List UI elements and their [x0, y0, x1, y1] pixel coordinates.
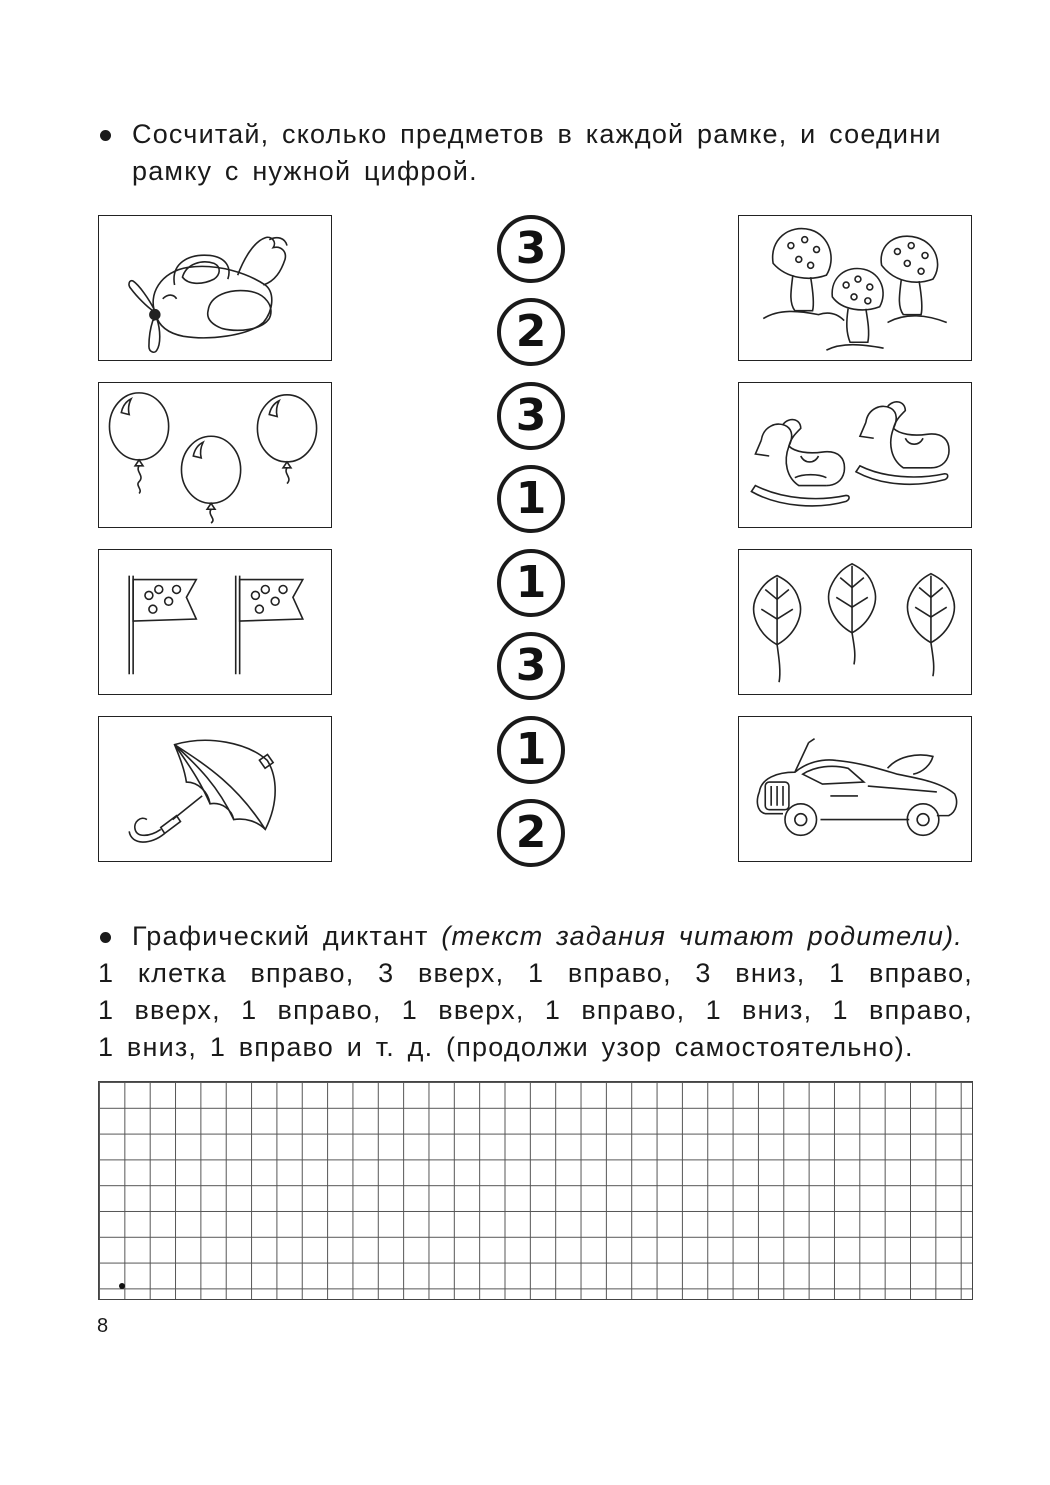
number-circle[interactable]: 2	[497, 298, 565, 366]
right-frame-leaves[interactable]	[738, 549, 972, 695]
task-2-note: (текст задания читают родители).	[441, 921, 963, 951]
number-circle[interactable]: 1	[497, 549, 565, 617]
mushroom-icon	[739, 216, 971, 360]
task-2-title: Графический диктант	[132, 921, 429, 951]
task-1-instruction	[98, 116, 973, 190]
number-circle[interactable]: 3	[497, 215, 565, 283]
task-2-instruction	[98, 918, 973, 1066]
car-icon	[739, 717, 971, 861]
left-frame-airplane[interactable]	[98, 215, 332, 361]
bullet-icon	[100, 932, 111, 943]
number-circle[interactable]: 2	[497, 799, 565, 867]
right-frame-car[interactable]	[738, 716, 972, 862]
airplane-icon	[99, 216, 331, 360]
right-frame-rocking-horses[interactable]	[738, 382, 972, 528]
task-2-line-2: 1 вверх, 1 вправо, 1 вверх, 1 вправо, 1 вниз, 1 вправо,	[98, 995, 973, 1025]
rocking-horse-icon	[739, 383, 971, 527]
number-circle[interactable]: 3	[497, 382, 565, 450]
task-2-line-1: 1 клетка вправо, 3 вверх, 1 вправо, 3 вниз, 1 вправо,	[98, 958, 973, 988]
start-point	[119, 1283, 125, 1289]
number-circle[interactable]: 3	[497, 632, 565, 700]
left-frame-flags[interactable]	[98, 549, 332, 695]
flag-icon	[99, 550, 331, 694]
task-2-line-3: 1 вниз, 1 вправо и т. д. (продолжи узор самостоятельно).	[98, 1032, 914, 1062]
left-frame-balloons[interactable]	[98, 382, 332, 528]
left-frame-umbrella[interactable]	[98, 716, 332, 862]
leaf-icon	[739, 550, 971, 694]
umbrella-icon	[99, 717, 331, 861]
page-number: 8	[97, 1315, 109, 1337]
number-circle[interactable]: 1	[497, 465, 565, 533]
bullet-icon	[100, 130, 111, 141]
right-frame-mushrooms[interactable]	[738, 215, 972, 361]
task-1-line-2: рамку с нужной цифрой.	[132, 156, 478, 186]
balloon-icon	[99, 383, 331, 527]
dictation-grid[interactable]	[98, 1081, 973, 1300]
task-1-line-1: Сосчитай, сколько предметов в каждой рамке, и соедини	[132, 119, 942, 149]
number-circle[interactable]: 1	[497, 716, 565, 784]
